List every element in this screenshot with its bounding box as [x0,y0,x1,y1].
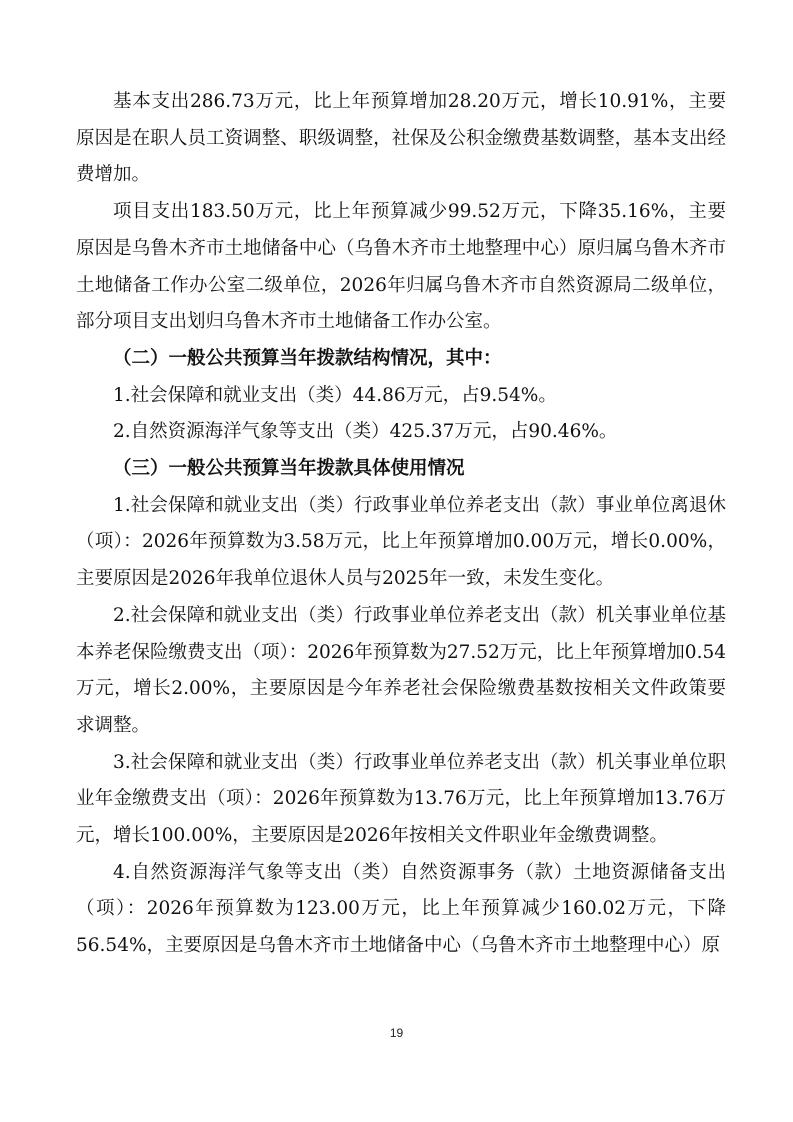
paragraph-project-expenditure: 项目支出183.50万元，比上年预算减少99.52万元，下降35.16%，主要原因是乌鲁木齐市土地储备中心（乌鲁木齐市土地整理中心）原归属乌鲁木齐市土地储备工作办公室二级单位，2026年归属乌鲁木齐市自然资源局二级单位，部分项目支出划归乌鲁木齐市土地储备工作办公室。 [76,201,726,333]
list-item-natural-resources: 2.自然资源海洋气象等支出（类）425.37万元，占90.46%。 [113,421,618,443]
list-item-pension-insurance: 2.社会保障和就业支出（类）行政事业单位养老支出（款）机关事业单位基本养老保险缴费支出（项）：2026年预算数为27.52万元，比上年预算增加0.54万元，增长2.00%，主要原因是今年养老社会保险缴费基数按相关文件政策要求调整。 [76,604,726,736]
list-item-occupational-annuity: 3.社会保障和就业支出（类）行政事业单位养老支出（款）机关事业单位职业年金缴费支出（项）：2026年预算数为13.76万元，比上年预算增加13.76万元，增长100.00%，主要原因是2026年按相关文件职业年金缴费调整。 [76,751,726,847]
document-body [76,84,726,965]
paragraph-basic-expenditure: 基本支出286.73万元，比上年预算增加28.20万元，增长10.91%，主要原因是在职人员工资调整、职级调整，社保及公积金缴费基数调整，基本支出经费增加。 [76,91,726,186]
section-heading-appropriation-usage: （三）一般公共预算当年拨款具体使用情况 [113,458,465,480]
list-item-land-reserve: 4.自然资源海洋气象等支出（类）自然资源事务（款）土地资源储备支出（项）：2026年预算数为123.00万元，比上年预算减少160.02万元，下降56.54%，主要原因是乌鲁木齐市土地储备中心（乌鲁木齐市土地整理中心）原 [76,861,726,957]
list-item-social-security: 1.社会保障和就业支出（类）44.86万元，占9.54%。 [113,384,557,406]
page-number: 19 [389,1026,404,1040]
section-heading-appropriation-structure: （二）一般公共预算当年拨款结构情况，其中： [113,347,502,369]
list-item-retiree-expenditure: 1.社会保障和就业支出（类）行政事业单位养老支出（款）事业单位离退休（项）：2026年预算数为3.58万元，比上年预算增加0.00万元，增长0.00%，主要原因是2026年我单位退休人员与2025年一致，未发生变化。 [76,494,726,590]
